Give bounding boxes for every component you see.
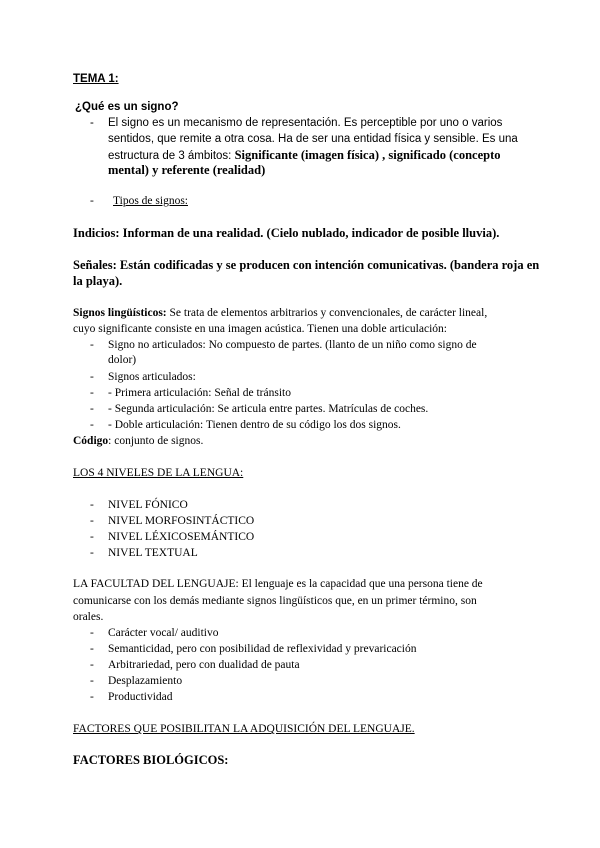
list-item: NIVEL LÉXICOSEMÁNTICO xyxy=(108,531,255,543)
list-item: Semanticidad, pero con posibilidad de reflexividad y prevaricación xyxy=(108,643,417,655)
list-item: NIVEL TEXTUAL xyxy=(108,547,198,559)
paragraph-line: orales. xyxy=(73,611,104,623)
paragraph-line xyxy=(73,305,487,321)
bullet-dash: - xyxy=(90,547,94,559)
bullet-dash: - xyxy=(90,515,94,527)
bold-span: Código xyxy=(73,435,109,447)
list-item: NIVEL FÓNICO xyxy=(108,499,188,511)
bullet-dash: - xyxy=(90,691,94,703)
bold-span: Significante (imagen física) , significado (concepto xyxy=(234,148,501,162)
senales-line: la playa). xyxy=(73,274,123,288)
bullet-dash: - xyxy=(90,659,94,671)
bullet-dash: - xyxy=(90,643,94,655)
list-item: Productividad xyxy=(108,691,173,703)
list-item-continuation: dolor) xyxy=(108,354,137,366)
section-heading-biologicos: FACTORES BIOLÓGICOS: xyxy=(73,753,229,767)
list-item: Desplazamiento xyxy=(108,675,183,687)
senales-line: Señales: Están codificadas y se producen con intención comunicativas. (bandera roja en xyxy=(73,258,540,272)
bullet-dash: - xyxy=(90,339,94,351)
bullet-dash: - xyxy=(90,627,94,639)
paragraph-line: sentidos, que remite a otra cosa. Ha de ser una entidad física y sensible. Es una xyxy=(108,133,518,145)
bullet-dash: - xyxy=(90,387,94,399)
codigo-line xyxy=(73,433,203,449)
bullet-dash: - xyxy=(90,531,94,543)
bullet-dash: - xyxy=(90,403,94,415)
paragraph-line: El signo es un mecanismo de representación. Es perceptible por uno o varios xyxy=(108,117,503,129)
bullet-dash: - xyxy=(90,371,94,383)
list-item: NIVEL MORFOSINTÁCTICO xyxy=(108,515,255,527)
list-item: Carácter vocal/ auditivo xyxy=(108,627,219,639)
bold-line: mental) y referente (realidad) xyxy=(108,163,266,177)
indicios-line: Indicios: Informan de una realidad. (Cielo nublado, indicador de posible lluvia). xyxy=(73,226,500,240)
bullet-dash: - xyxy=(90,675,94,687)
list-item: Signo no articulados: No compuesto de partes. (llanto de un niño como signo de xyxy=(108,339,477,351)
bullet-dash: - xyxy=(90,419,94,431)
list-item: - Primera articulación: Señal de tránsito xyxy=(108,387,291,399)
list-item: - Doble articulación: Tienen dentro de su código los dos signos. xyxy=(108,419,401,431)
bold-span: Signos lingüísticos: xyxy=(73,307,167,319)
list-item: - Segunda articulación: Se articula entre partes. Matrículas de coches. xyxy=(108,403,429,415)
section-heading-factores: FACTORES QUE POSIBILITAN LA ADQUISICIÓN DEL LENGUAJE. xyxy=(73,723,415,735)
text-span: Se trata de elementos arbitrarios y convencionales, de carácter lineal, xyxy=(166,307,488,319)
paragraph-line: cuyo significante consiste en una imagen acústica. Tienen una doble articulación: xyxy=(73,323,447,335)
paragraph-line: comunicarse con los demás mediante signos lingüísticos que, en un primer término, son xyxy=(73,595,477,607)
section-heading-signo: ¿Qué es un signo? xyxy=(75,101,179,113)
text-span: estructura de 3 ámbitos: xyxy=(108,150,235,162)
bullet-dash: - xyxy=(90,499,94,511)
text-span: : conjunto de signos. xyxy=(108,435,204,447)
list-item: Signos articulados: xyxy=(108,371,196,383)
paragraph-line: LA FACULTAD DEL LENGUAJE: El lenguaje es la capacidad que una persona tiene de xyxy=(73,578,483,590)
bullet-dash: - xyxy=(90,117,94,129)
list-item: Arbitrariedad, pero con dualidad de pauta xyxy=(108,659,300,671)
subheading-tipos: Tipos de signos: xyxy=(113,195,188,207)
bullet-dash: - xyxy=(90,195,94,207)
page-title: TEMA 1: xyxy=(73,73,119,85)
section-heading-niveles: LOS 4 NIVELES DE LA LENGUA: xyxy=(73,467,244,479)
